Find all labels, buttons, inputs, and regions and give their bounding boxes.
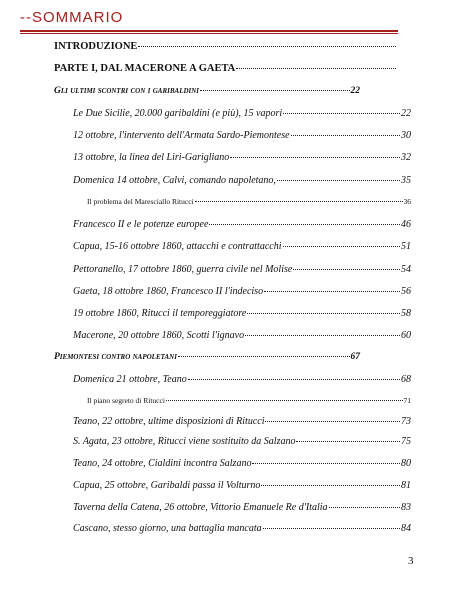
toc-entry[interactable]	[73, 152, 411, 163]
toc-entry-title: Gli ultimi scontri con i garibaldini	[54, 86, 200, 96]
toc-entry-page: 22	[401, 108, 411, 119]
dot-leader	[291, 134, 400, 136]
toc-entry-title: Francesco II e le potenze europee	[73, 219, 209, 230]
dot-leader	[200, 89, 349, 91]
toc-entry-title: Cascano, stesso giorno, una battaglia mancata	[73, 523, 262, 534]
toc-entry[interactable]	[73, 241, 411, 252]
toc-entry-page: 54	[401, 264, 411, 275]
dot-leader	[230, 156, 400, 158]
toc-entry[interactable]	[73, 458, 411, 469]
toc-entry-title: Teano, 22 ottobre, ultime disposizioni di Ritucci	[73, 416, 265, 427]
toc-entry-page: 60	[401, 330, 411, 341]
dot-leader	[293, 268, 400, 270]
toc-entry-page: 58	[401, 308, 411, 319]
toc-entry-page: 80	[401, 458, 411, 469]
toc-entry-page: 51	[401, 241, 411, 252]
dot-leader	[166, 399, 403, 401]
toc-entry-title: Macerone, 20 ottobre 1860, Scotti l'ignavo	[73, 330, 245, 341]
toc-entry-page: 81	[401, 480, 411, 491]
dot-leader	[247, 312, 400, 314]
toc-entry[interactable]	[73, 130, 411, 141]
dot-leader	[283, 245, 401, 247]
toc-entry[interactable]	[54, 352, 360, 362]
toc-entry-page: 46	[401, 219, 411, 230]
toc-entry-title: 13 ottobre, la linea del Liri-Garigliano	[73, 152, 230, 163]
page-number: 3	[408, 555, 414, 567]
toc-entry-title: Teano, 24 ottobre, Cialdini incontra Salzano	[73, 458, 252, 469]
toc-entry[interactable]	[87, 197, 411, 206]
toc-entry-page: 73	[401, 416, 411, 427]
toc-entry-page: 32	[401, 152, 411, 163]
toc-entry-title: PARTE I, DAL MACERONE A GAETA	[54, 63, 236, 74]
toc-entry-page: 56	[401, 286, 411, 297]
toc-entry-title: Gaeta, 18 ottobre 1860, Francesco II l'indeciso	[73, 286, 264, 297]
dot-leader	[188, 378, 400, 380]
toc-entry-title: Domenica 21 ottobre, Teano	[73, 374, 187, 385]
dot-leader	[261, 484, 400, 486]
toc-entry-page: 22	[350, 86, 360, 96]
dot-leader	[264, 290, 400, 292]
toc-entry-page: 68	[401, 374, 411, 385]
dot-leader	[236, 67, 396, 69]
toc-entry-title: Taverna della Catena, 26 ottobre, Vittorio Emanuele Re d'Italia	[73, 502, 328, 513]
dot-leader	[252, 462, 400, 464]
header-title: --SOMMARIO	[20, 9, 124, 26]
dot-leader	[296, 440, 400, 442]
dot-leader	[138, 45, 396, 47]
toc-entry[interactable]	[73, 264, 411, 275]
toc-entry-title: Domenica 14 ottobre, Calvi, comando napoletano,	[73, 175, 276, 186]
dot-leader	[245, 334, 400, 336]
toc-entry[interactable]	[73, 219, 411, 230]
toc-entry-title: Il piano segreto di Ritucci	[87, 396, 165, 405]
toc-entry[interactable]	[73, 374, 411, 385]
toc-entry[interactable]	[54, 63, 397, 74]
toc-entry[interactable]	[73, 175, 411, 186]
dot-leader	[329, 506, 400, 508]
toc-entry-title: Pettoranello, 17 ottobre 1860, guerra civile nel Molise	[73, 264, 293, 275]
dot-leader	[178, 355, 350, 357]
toc-entry-title: Il problema del Maresciallo Ritucci	[87, 197, 194, 206]
toc-entry-title: Capua, 25 ottobre, Garibaldi passa il Volturno	[73, 480, 261, 491]
dot-leader	[283, 112, 400, 114]
toc-entry-page: 75	[401, 436, 411, 447]
toc-entry-page: 84	[401, 523, 411, 534]
toc-entry[interactable]	[73, 502, 411, 513]
dot-leader	[277, 179, 400, 181]
toc-entry-page: 35	[401, 175, 411, 186]
toc-entry-title: 19 ottobre 1860, Ritucci il temporeggiatore	[73, 308, 247, 319]
toc-entry-title: 12 ottobre, l'intervento dell'Armata Sardo-Piemontese	[73, 130, 290, 141]
toc-entry-page: 30	[401, 130, 411, 141]
toc-entry-page: 83	[401, 502, 411, 513]
toc-entry-title: Capua, 15-16 ottobre 1860, attacchi e contrattacchi	[73, 241, 282, 252]
toc-entry[interactable]	[73, 308, 411, 319]
toc-entry-page: 36	[403, 197, 411, 206]
header-rule-thin	[20, 33, 398, 34]
toc-entry-page: 71	[403, 396, 411, 405]
toc-entry-title: INTRODUZIONE	[54, 41, 138, 52]
dot-leader	[209, 223, 400, 225]
toc-entry[interactable]	[73, 416, 411, 427]
toc-entry[interactable]	[73, 108, 411, 119]
toc-entry[interactable]	[54, 86, 360, 96]
toc-entry[interactable]	[54, 41, 397, 52]
toc-entry[interactable]	[73, 286, 411, 297]
toc-entry[interactable]	[73, 523, 411, 534]
toc-entry[interactable]	[73, 480, 411, 491]
toc-entry[interactable]	[73, 330, 411, 341]
toc-entry[interactable]	[73, 436, 411, 447]
dot-leader	[263, 527, 400, 529]
toc-entry-page: 67	[350, 352, 360, 362]
toc-entry-title: S. Agata, 23 ottobre, Ritucci viene sostituito da Salzano	[73, 436, 296, 447]
toc-entry[interactable]	[87, 396, 411, 405]
toc-entry-title: Piemontesi contro napoletani	[54, 352, 177, 362]
toc-entry-title: Le Due Sicilie, 20.000 garibaldini (e più), 15 vapori	[73, 108, 283, 119]
header-rule	[20, 30, 398, 32]
dot-leader	[265, 420, 400, 422]
dot-leader	[195, 200, 403, 202]
